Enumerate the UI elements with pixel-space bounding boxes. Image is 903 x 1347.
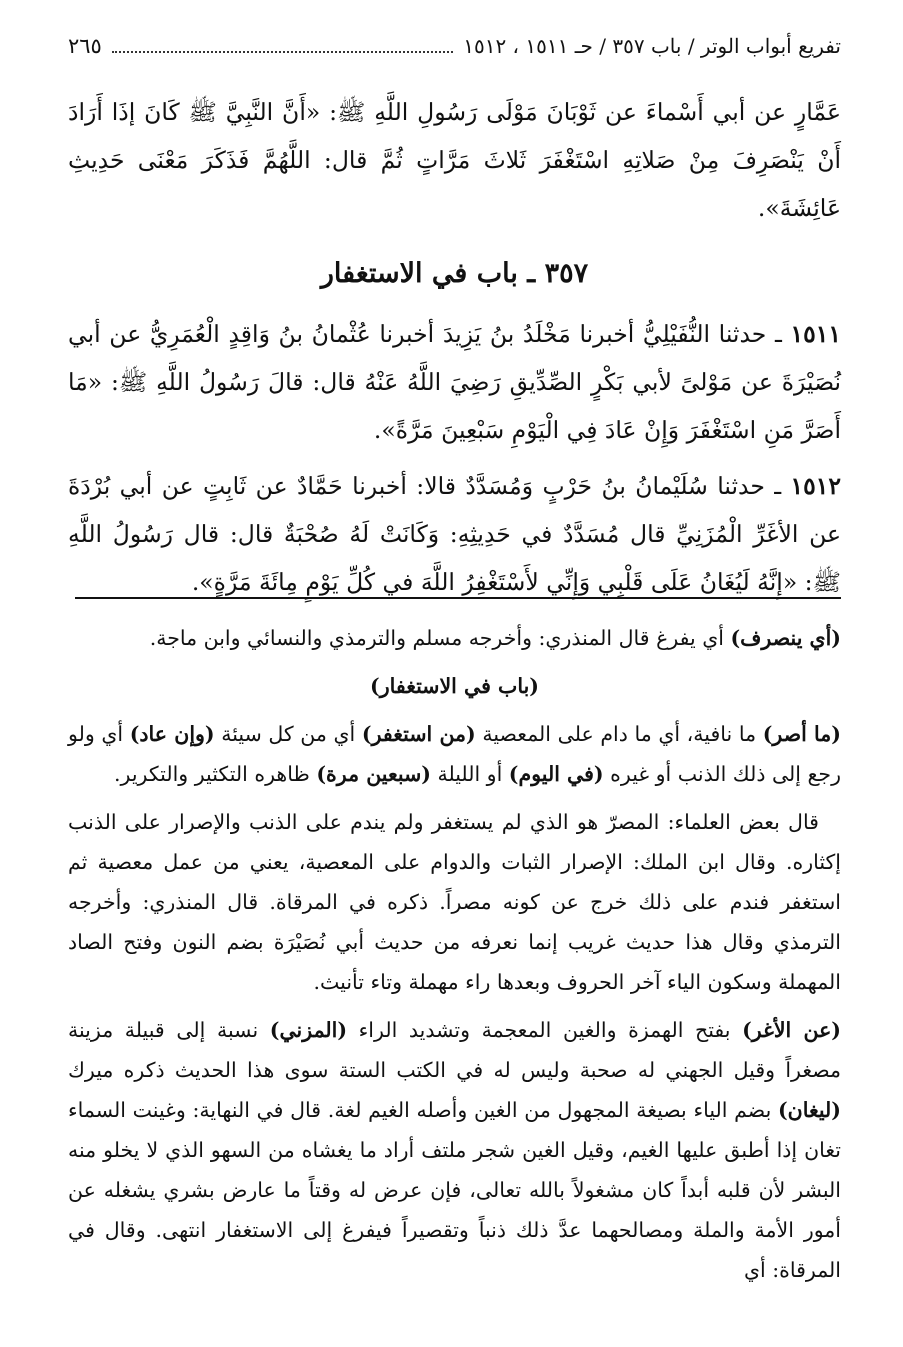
hadith-number: ١٥١٢	[790, 472, 841, 500]
note-text: نسبة إلى قبيلة مزينة مصغراً وقيل الجهني له صحبة وليس له في الكتب الستة سوى هذا الحديث ذكره ميرك	[68, 1018, 841, 1082]
note-term: (سبعين مرة)	[316, 762, 431, 786]
note-term: (من استغفر)	[361, 722, 476, 746]
note-text: ظاهره التكثير والتكرير.	[114, 762, 317, 786]
chapter-heading: ٣٥٧ ـ باب في الاستغفار	[320, 258, 589, 289]
note-text: أي ولو رجع إلى ذلك الذنب أو غيره	[68, 722, 841, 786]
hadith-1511	[68, 310, 841, 454]
page-header	[68, 28, 841, 64]
note-paragraph	[68, 714, 841, 794]
note-paragraph	[68, 618, 841, 658]
note-paragraph: قال بعض العلماء: المصرّ هو الذي لم يستغفر ولم يندم على الذنب والإصرار على الذنب إكثاره. وقال ابن الملك: الإصرار الثبات والدوام على المعصية، يعني من عمل معصية ثم استغفر فندم على ذلك خرج عن كونه مصراً. ذكره في المرقاة. قال المنذري: وأخرجه الترمذي وقال هذا حديث غريب إنما نعرفه من حديث أبي نُصَيْرَة بضم النون وفتح الصاد المهملة وسكون الياء آخر الحروف وبعدها راء مهملة وتاء تأنيث.	[68, 810, 841, 994]
note-text: ما نافية، أي ما دام على المعصية	[475, 722, 763, 746]
note-term: (عن الأغر)	[742, 1018, 841, 1042]
note-term: (ما أصر)	[762, 722, 841, 746]
footnote-divider	[75, 597, 841, 599]
note-section-heading: (باب في الاستغفار)	[370, 674, 539, 698]
note-text: أو الليلة	[430, 762, 509, 786]
note-term: (أي ينصرف)	[730, 626, 841, 650]
note-text: بفتح الهمزة والغين المعجمة وتشديد الراء	[347, 1018, 743, 1042]
commentary-notes	[68, 618, 841, 1298]
header-dot-leader	[112, 51, 453, 53]
note-text: أي من كل سيئة	[214, 722, 362, 746]
hadith-text: ـ حدثنا سُلَيْمانُ بنُ حَرْبٍ وَمُسَدَّدٌ قالا: أخبرنا حَمَّادٌ عن ثَابِتٍ عن أبي بُرْدَةَ عن الأغَرِّ الْمُزَنِيِّ قال مُسَدَّدٌ في حَدِيثِهِ: وَكَانَتْ لَهُ صُحْبَةٌ قال: قال رَسُولُ اللَّهِ ﷺ: «إِنَّهُ لَيُغَانُ عَلَى قَلْبِي وَإِنِّي لأَسْتَغْفِرُ اللَّهَ في كُلِّ يَوْمٍ مِائَةَ مَرَّةٍ».	[68, 472, 841, 596]
note-term: (وإن عاد)	[129, 722, 215, 746]
note-term: (ليغان)	[777, 1098, 841, 1122]
page-number: ٢٦٥	[68, 34, 102, 58]
note-term: (في اليوم)	[508, 762, 604, 786]
hadith-number: ١٥١١	[790, 320, 841, 348]
running-title: تفريع أبواب الوتر / باب ٣٥٧ / حـ ١٥١١ ، ١٥١٢	[463, 34, 841, 58]
note-text: بضم الياء بصيغة المجهول من الغين وأصله الغيم لغة. قال في النهاية: وغينت السماء تغان إذا أطبق عليها الغيم، وقيل الغين شجر ملتف أراد ما يغشاه من السهو الذي لا يخلو منه البشر لأن قلبه أبداً كان مشغولاً بالله تعالى، فإن عرض له وقتاً ما عارض بشري يشغله عن أمور الأمة والملة ومصالحهما عدَّ ذلك ذنباً وتقصيراً فيفرغ إلى الاستغفار انتهى. وقال في المرقاة: أي	[68, 1098, 841, 1282]
main-text	[68, 88, 841, 606]
hadith-1512	[68, 462, 841, 606]
note-term: (المزني)	[269, 1018, 348, 1042]
intro-paragraph: عَمَّارٍ عن أبي أَسْماءَ عن ثَوْبَانَ مَوْلَى رَسُولِ اللَّهِ ﷺ: «أَنَّ النَّبِيَّ ﷺ كَانَ إذَا أَرَادَ أَنْ يَنْصَرِفَ مِنْ صَلاتِهِ اسْتَغْفَرَ ثَلاثَ مَرَّاتٍ ثُمَّ قال: اللَّهُمَّ فَذَكَرَ مَعْنَى حَدِيثِ عَائِشَةَ».	[68, 98, 841, 222]
note-text: أي يفرغ قال المنذري: وأخرجه مسلم والترمذي والنسائي وابن ماجة.	[149, 626, 731, 650]
hadith-text: ـ حدثنا النُّفَيْلِيُّ أخبرنا مَخْلَدُ بنُ يَزِيدَ أخبرنا عُثْمانُ بنُ وَاقِدٍ الْعُمَرِيُّ عن أبي نُصَيْرَةَ عن مَوْلىً لأبي بَكْرٍ الصِّدِّيقِ رَضِيَ اللَّهُ عَنْهُ قال: قالَ رَسُولُ اللَّهِ ﷺ: «مَا أَصَرَّ مَنِ اسْتَغْفَرَ وَإِنْ عَادَ فِي الْيَوْمِ سَبْعِينَ مَرَّةً».	[68, 320, 841, 444]
note-paragraph	[68, 1010, 841, 1290]
